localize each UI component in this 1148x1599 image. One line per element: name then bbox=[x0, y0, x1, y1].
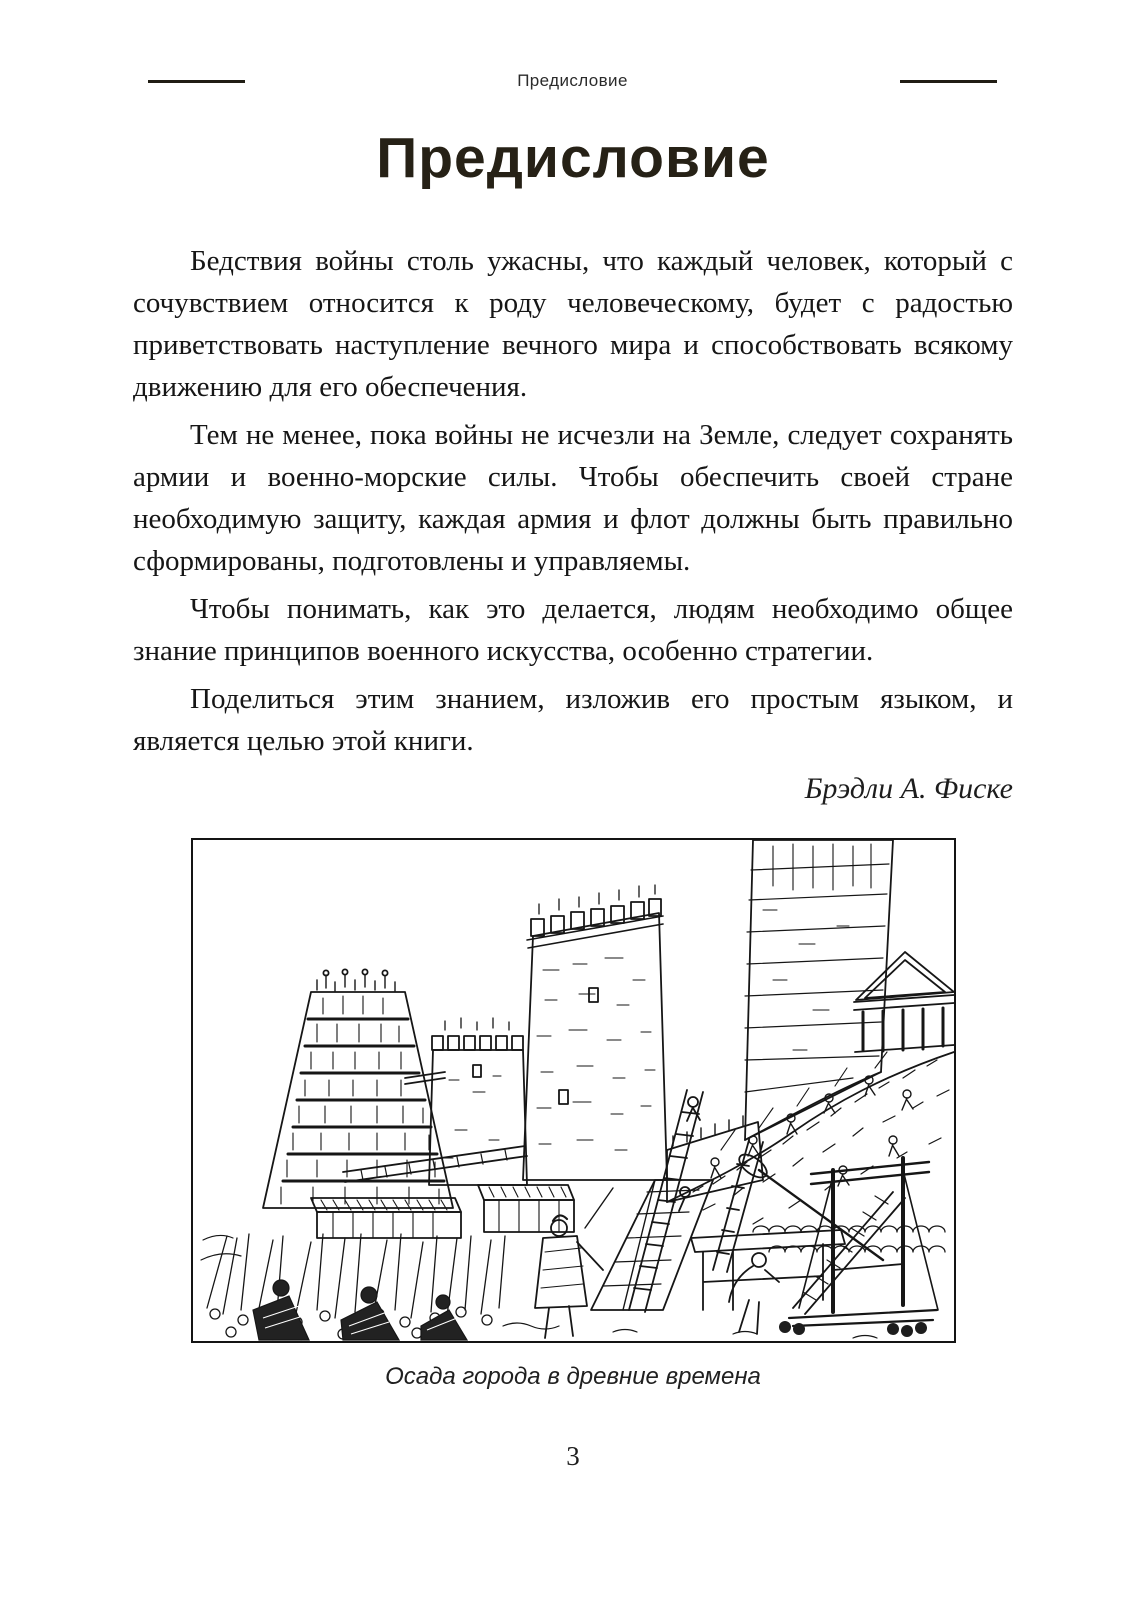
paragraph-2: Тем не менее, пока войны не исчезли на Земле, следует сохранять армии и военно-морские силы. Чтобы обеспечить своей стране необходимую защиту, каждая армия и флот должны быть правильно сформированы, подготовлены и управляемы. bbox=[133, 418, 1013, 577]
body-text bbox=[133, 240, 1013, 763]
paragraph-3: Чтобы понимать, как это делается, людям необходимо общее знание принципов военного искусства, особенно стратегии. bbox=[133, 592, 1013, 667]
paragraph-4: Поделиться этим знанием, изложив его простым языком, и является целью этой книги. bbox=[133, 683, 1013, 758]
paragraph-1: Бедствия войны столь ужасны, что каждый человек, который с сочувствием относится к роду человеческому, будет с радостью приветствовать наступление вечного мира и способствовать всякому движению для его обеспечения. bbox=[133, 244, 1013, 403]
running-header-title: Предисловие bbox=[517, 71, 628, 90]
author-attribution: Брэдли А. Фиске bbox=[804, 772, 1013, 806]
running-header bbox=[133, 70, 1013, 92]
header-rule-left bbox=[148, 80, 245, 83]
siege-engraving-svg bbox=[193, 840, 954, 1341]
header-rule-right bbox=[900, 80, 997, 83]
chapter-title: Предисловие bbox=[376, 126, 770, 190]
illustration-caption: Осада города в древние времена bbox=[385, 1363, 761, 1391]
illustration-figure bbox=[191, 838, 956, 1391]
page-number: 3 bbox=[566, 1441, 580, 1472]
siege-illustration bbox=[191, 838, 956, 1343]
